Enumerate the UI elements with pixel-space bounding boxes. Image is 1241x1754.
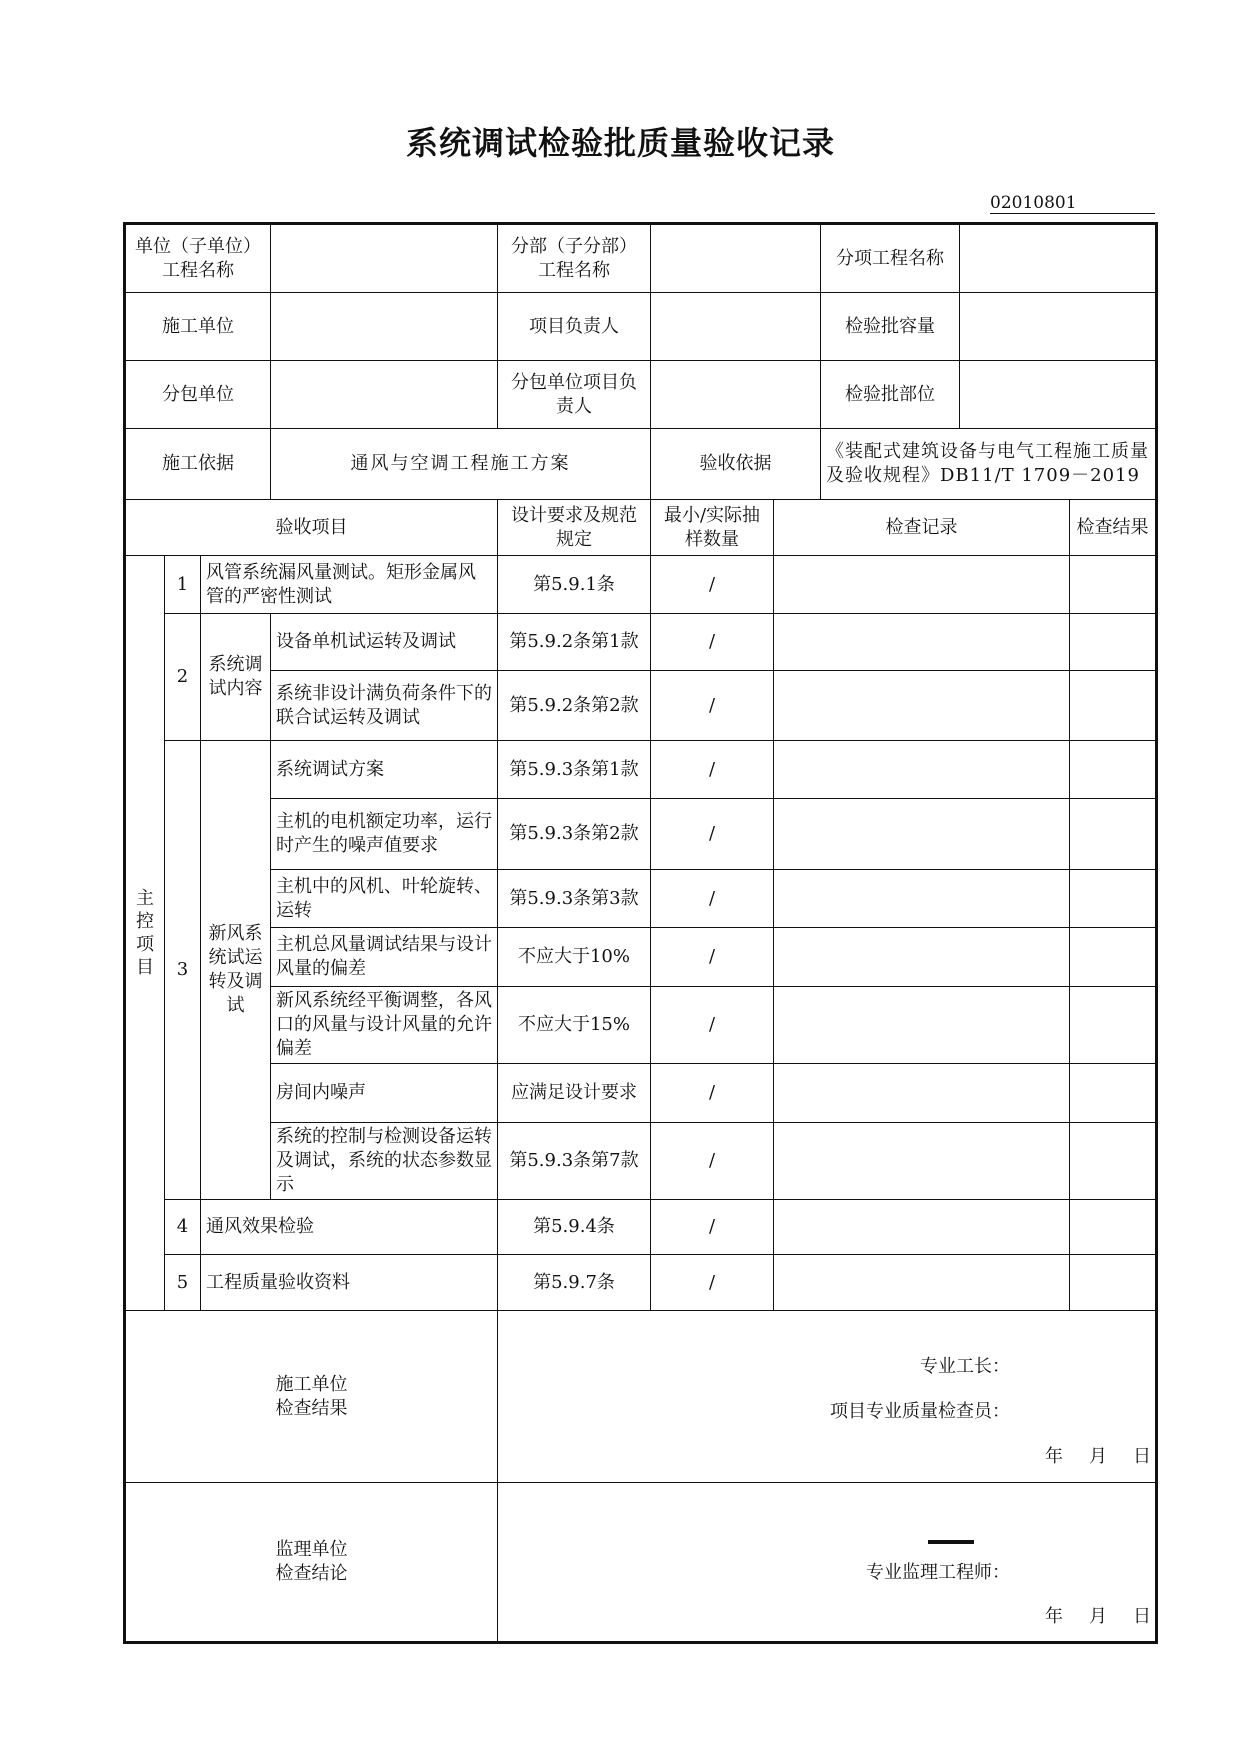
item-sample: / [651, 614, 774, 671]
item-sample: / [651, 799, 774, 870]
item-desc: 风管系统漏风量测试。矩形金属风管的严密性测试 [201, 556, 498, 614]
item-number: 2 [165, 614, 201, 741]
acceptance-basis-label: 验收依据 [651, 429, 821, 500]
supervisor-check-area[interactable] [498, 1483, 1157, 1643]
item-record[interactable] [774, 1200, 1070, 1255]
subcontractor-manager-label: 分包单位项目负责人 [498, 361, 651, 429]
engineer-label: 专业监理工程师： [866, 1562, 1010, 1583]
item-record[interactable] [774, 870, 1070, 928]
item-desc: 主机总风量调试结果与设计风量的偏差 [271, 928, 498, 987]
item-record[interactable] [774, 741, 1070, 799]
item-number: 4 [165, 1200, 201, 1255]
subcontractor-value[interactable] [271, 361, 498, 429]
item-record[interactable] [774, 928, 1070, 987]
item-number: 1 [165, 556, 201, 614]
item-result[interactable] [1070, 1123, 1157, 1200]
col-item: 验收项目 [125, 500, 498, 556]
item-number: 5 [165, 1255, 201, 1311]
item-group: 新风系统试运转及调试 [201, 741, 271, 1200]
item-record[interactable] [774, 1123, 1070, 1200]
subcontractor-label: 分包单位 [125, 361, 271, 429]
contractor-value[interactable] [271, 293, 498, 361]
item-req: 不应大于15% [498, 987, 651, 1064]
table-row [125, 1255, 1157, 1311]
inspector-label: 项目专业质量检查员： [830, 1401, 1010, 1422]
item-desc: 系统调试方案 [271, 741, 498, 799]
item-desc: 主机中的风机、叶轮旋转、运转 [271, 870, 498, 928]
item-record[interactable] [774, 799, 1070, 870]
header-row-2 [125, 293, 1157, 361]
construction-basis-label: 施工依据 [125, 429, 271, 500]
item-sample: / [651, 928, 774, 987]
item-sample: / [651, 1064, 774, 1123]
item-record[interactable] [774, 1255, 1070, 1311]
item-desc: 系统非设计满负荷条件下的联合试运转及调试 [271, 671, 498, 741]
col-result: 检查结果 [1070, 500, 1157, 556]
item-group: 系统调试内容 [201, 614, 271, 741]
subitem-value[interactable] [960, 224, 1157, 293]
item-result[interactable] [1070, 1064, 1157, 1123]
item-sample: / [651, 671, 774, 741]
table-row [125, 556, 1157, 614]
table-row [125, 928, 1157, 987]
contractor-check-row [125, 1311, 1157, 1483]
item-sample: / [651, 1123, 774, 1200]
item-sample: / [651, 870, 774, 928]
item-req: 第5.9.4条 [498, 1200, 651, 1255]
col-sample: 最小/实际抽样数量 [651, 500, 774, 556]
col-record: 检查记录 [774, 500, 1070, 556]
item-record[interactable] [774, 614, 1070, 671]
col-design-req: 设计要求及规范规定 [498, 500, 651, 556]
item-sample: / [651, 556, 774, 614]
item-result[interactable] [1070, 799, 1157, 870]
construction-basis-value: 通风与空调工程施工方案 [271, 429, 651, 500]
item-sample: / [651, 1200, 774, 1255]
item-result[interactable] [1070, 1255, 1157, 1311]
dash-mark [928, 1540, 974, 1544]
item-req: 第5.9.2条第2款 [498, 671, 651, 741]
item-req: 第5.9.7条 [498, 1255, 651, 1311]
item-req: 不应大于10% [498, 928, 651, 987]
table-row [125, 614, 1157, 671]
table-row [125, 1200, 1157, 1255]
supervisor-date: 年 月 日 [1045, 1606, 1151, 1627]
subcontractor-manager-value[interactable] [651, 361, 821, 429]
unit-label: 单位（子单位）工程名称 [125, 224, 271, 293]
column-header-row [125, 500, 1157, 556]
item-record[interactable] [774, 1064, 1070, 1123]
item-result[interactable] [1070, 987, 1157, 1064]
foreman-label: 专业工长： [920, 1356, 1010, 1377]
batch-capacity-value[interactable] [960, 293, 1157, 361]
table-row [125, 870, 1157, 928]
header-row-4 [125, 429, 1157, 500]
item-result[interactable] [1070, 928, 1157, 987]
table-row [125, 741, 1157, 799]
item-result[interactable] [1070, 671, 1157, 741]
item-req: 第5.9.3条第7款 [498, 1123, 651, 1200]
project-manager-value[interactable] [651, 293, 821, 361]
page-title: 系统调试检验批质量验收记录 [405, 124, 835, 162]
item-desc: 主机的电机额定功率，运行时产生的噪声值要求 [271, 799, 498, 870]
header-row-1 [125, 224, 1157, 293]
contractor-check-label: 施工单位检查结果 [125, 1311, 498, 1483]
item-result[interactable] [1070, 556, 1157, 614]
unit-value[interactable] [271, 224, 498, 293]
item-req: 第5.9.2条第1款 [498, 614, 651, 671]
supervisor-check-row [125, 1483, 1157, 1643]
project-manager-label: 项目负责人 [498, 293, 651, 361]
batch-location-value[interactable] [960, 361, 1157, 429]
item-number: 3 [165, 741, 201, 1200]
item-req: 第5.9.3条第1款 [498, 741, 651, 799]
contractor-date: 年 月 日 [1045, 1446, 1151, 1467]
item-req: 第5.9.3条第2款 [498, 799, 651, 870]
item-result[interactable] [1070, 614, 1157, 671]
item-result[interactable] [1070, 870, 1157, 928]
item-result[interactable] [1070, 741, 1157, 799]
item-req: 应满足设计要求 [498, 1064, 651, 1123]
item-desc: 房间内噪声 [271, 1064, 498, 1123]
main-control-label: 主控项目 [125, 556, 165, 1311]
item-record[interactable] [774, 671, 1070, 741]
contractor-check-area[interactable] [498, 1311, 1157, 1483]
item-desc: 系统的控制与检测设备运转及调试，系统的状态参数显示 [271, 1123, 498, 1200]
contractor-label: 施工单位 [125, 293, 271, 361]
item-req: 第5.9.3条第3款 [498, 870, 651, 928]
form-code: 02010801 [990, 193, 1155, 214]
subitem-label: 分项工程名称 [821, 224, 960, 293]
item-sample: / [651, 987, 774, 1064]
item-result[interactable] [1070, 1200, 1157, 1255]
item-sample: / [651, 1255, 774, 1311]
item-req: 第5.9.1条 [498, 556, 651, 614]
supervisor-check-label: 监理单位检查结论 [125, 1483, 498, 1643]
acceptance-basis-value: 《装配式建筑设备与电气工程施工质量及验收规程》DB11/T 1709－2019 [821, 429, 1157, 500]
header-row-3 [125, 361, 1157, 429]
item-record[interactable] [774, 556, 1070, 614]
table-row [125, 799, 1157, 870]
item-desc: 设备单机试运转及调试 [271, 614, 498, 671]
item-desc: 工程质量验收资料 [201, 1255, 498, 1311]
inspection-form [123, 222, 1158, 1644]
subdivision-value[interactable] [651, 224, 821, 293]
item-desc: 新风系统经平衡调整，各风口的风量与设计风量的允许偏差 [271, 987, 498, 1064]
table-row [125, 671, 1157, 741]
table-row [125, 1064, 1157, 1123]
batch-capacity-label: 检验批容量 [821, 293, 960, 361]
item-record[interactable] [774, 987, 1070, 1064]
table-row [125, 987, 1157, 1064]
subdivision-label: 分部（子分部）工程名称 [498, 224, 651, 293]
item-desc: 通风效果检验 [201, 1200, 498, 1255]
batch-location-label: 检验批部位 [821, 361, 960, 429]
table-row [125, 1123, 1157, 1200]
item-sample: / [651, 741, 774, 799]
